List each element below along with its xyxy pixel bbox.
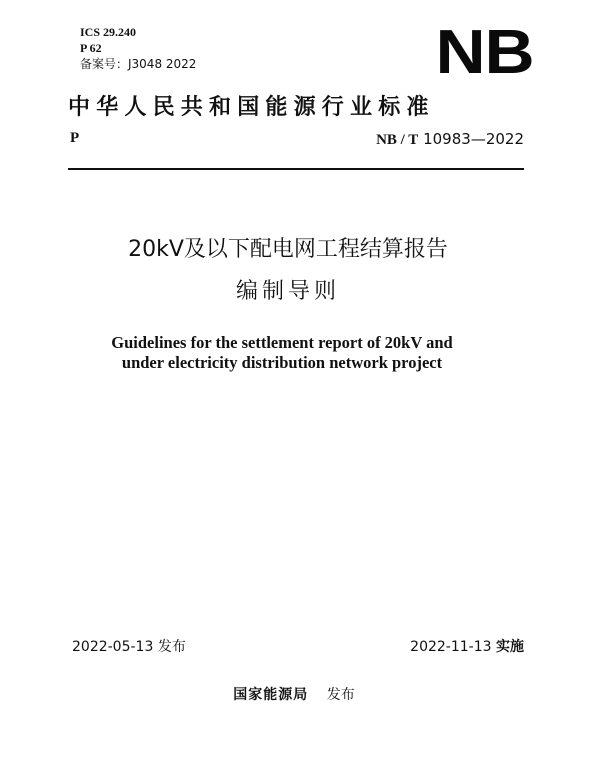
industry-standard-title: 中华人民共和国能源行业标准: [68, 94, 435, 120]
standard-number: [376, 130, 524, 149]
classification-block: [80, 24, 196, 72]
english-title-line-1: Guidelines for the settlement report of 20kV and: [111, 333, 453, 352]
standard-prefix: NB / T: [376, 132, 419, 148]
issue-date: [72, 636, 186, 656]
issuer-label: 发布: [326, 687, 355, 703]
english-title-line-2: under electricity distribution network project: [121, 353, 443, 372]
issue-date-label: 发布: [157, 639, 186, 655]
chinese-title-line-2: 编制导则: [235, 279, 340, 304]
implementation-date-label: 实施: [496, 639, 524, 655]
english-title: [0, 333, 582, 373]
ccs-code: P 62: [80, 41, 102, 55]
implementation-date-value: 2022-11-13: [410, 639, 492, 655]
category-letter: P: [70, 130, 80, 146]
standard-code: 10983—2022: [418, 130, 524, 148]
implementation-date: [410, 636, 524, 656]
nb-logo: NB: [435, 18, 534, 87]
chinese-title-line-1: 20kV及以下配电网工程结算报告: [128, 237, 448, 262]
issuer: [0, 684, 594, 704]
issue-date-value: 2022-05-13: [72, 639, 154, 655]
filing-number: 备案号：J3048 2022: [80, 57, 197, 71]
header-divider: [68, 168, 524, 170]
ics-code: ICS 29.240: [80, 25, 137, 39]
issuer-organization: 国家能源局: [233, 687, 309, 703]
